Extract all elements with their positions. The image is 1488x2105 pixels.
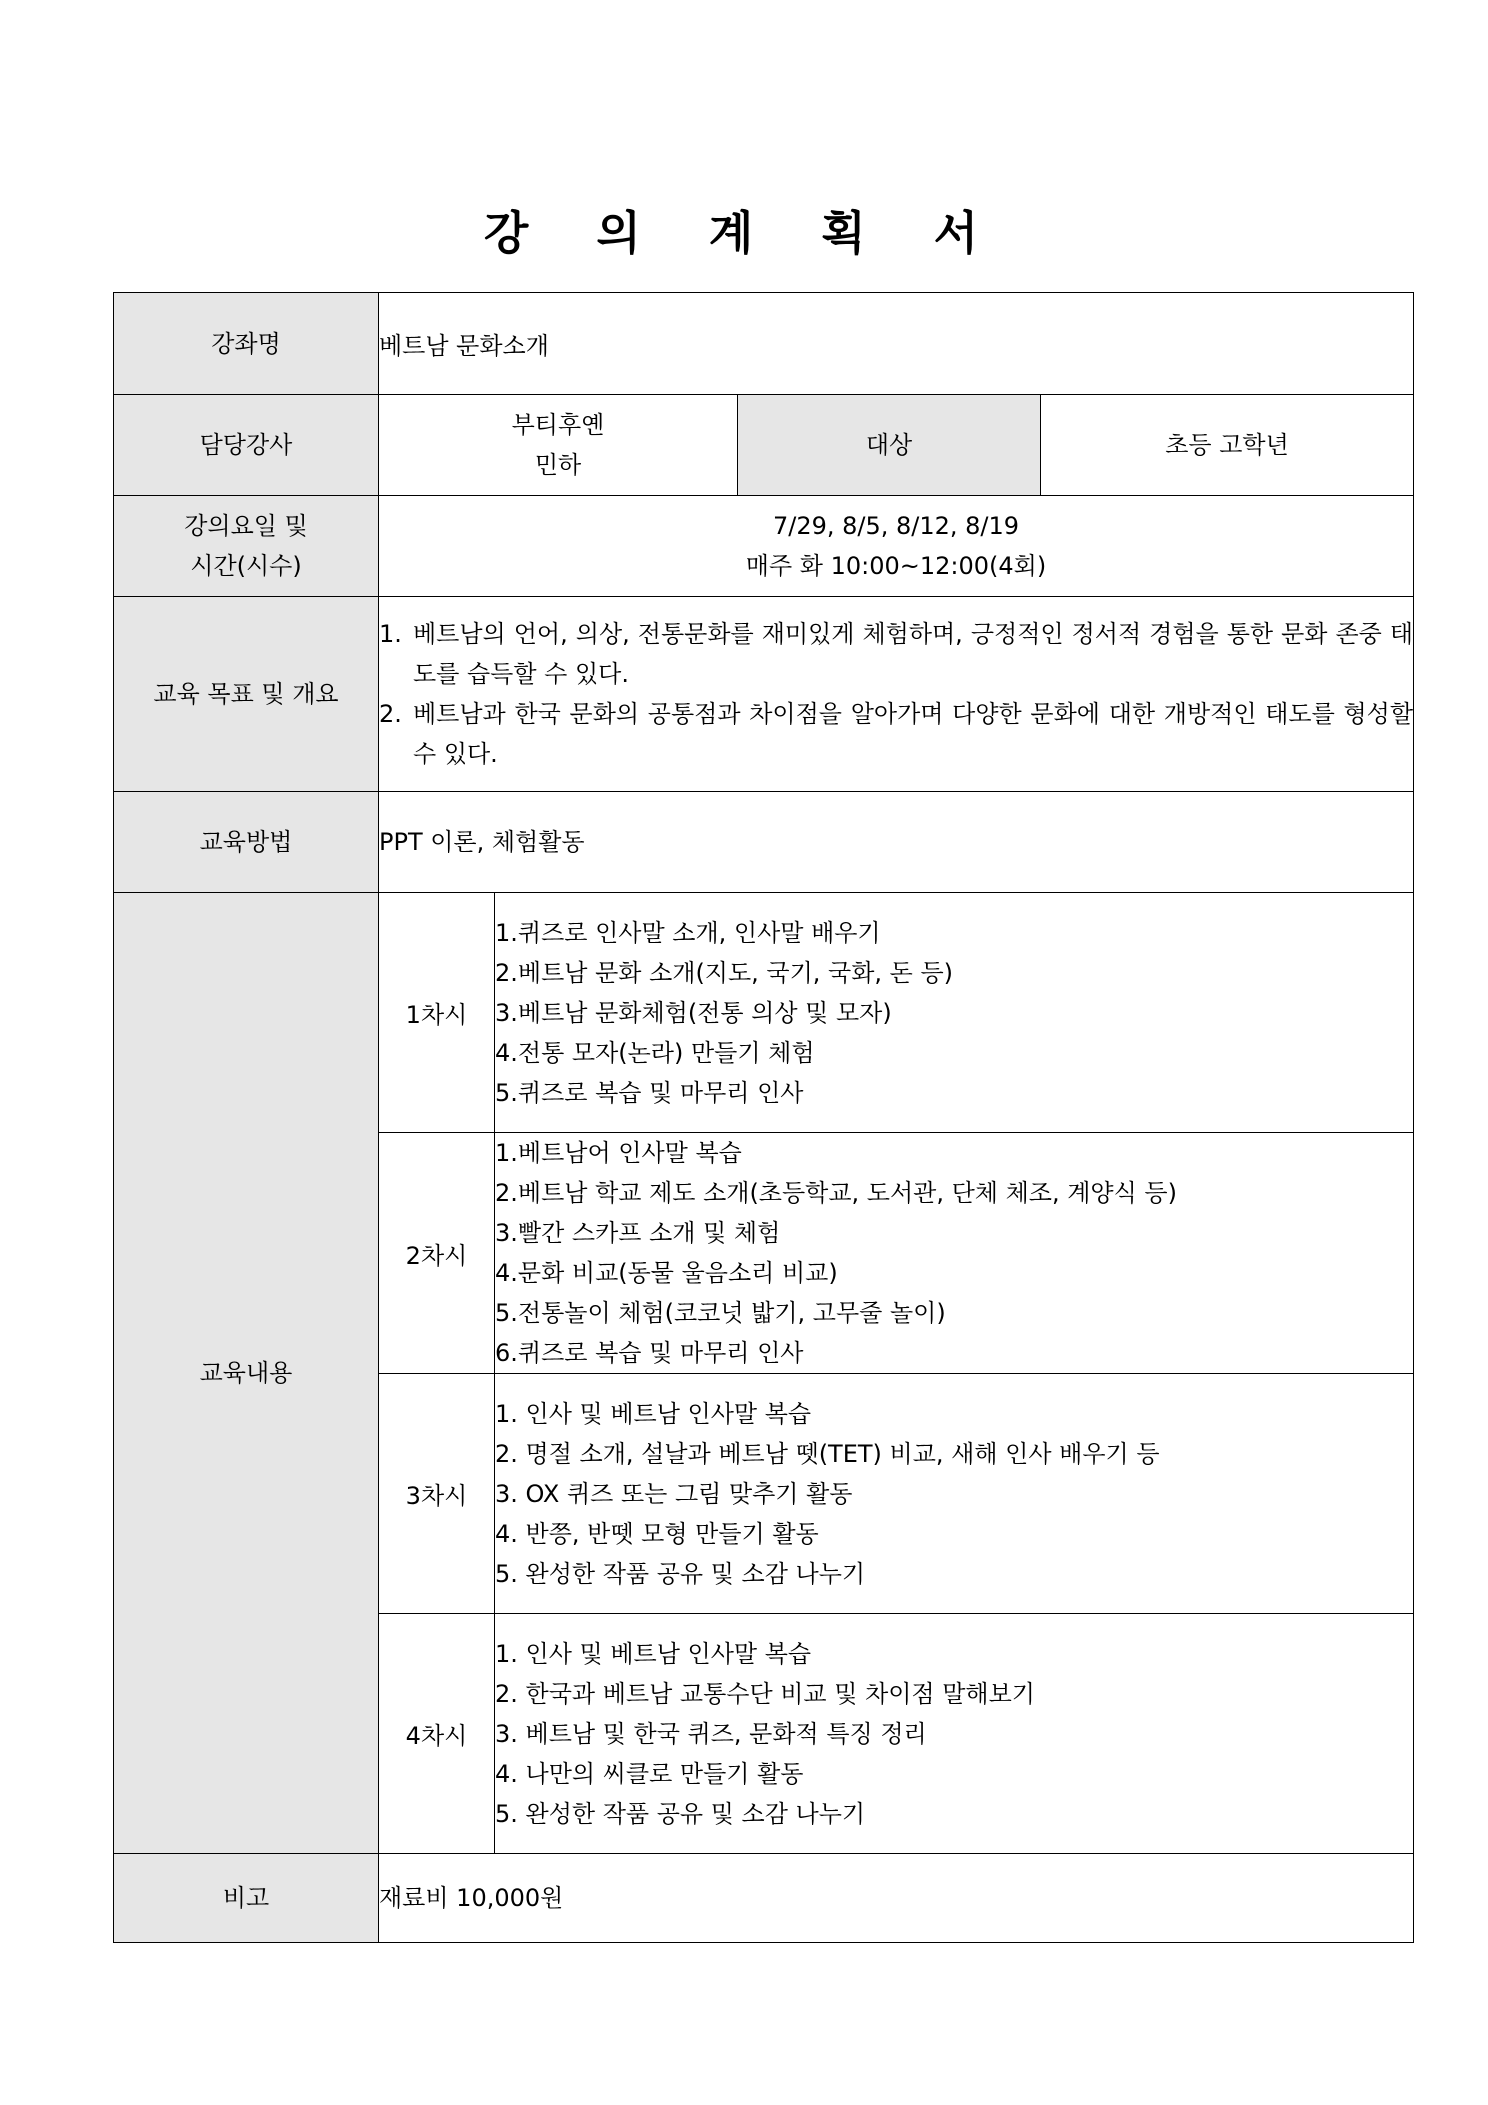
session-item: 2.베트남 문화 소개(지도, 국기, 국화, 돈 등) xyxy=(495,958,954,987)
session-item: 1. 인사 및 베트남 인사말 복습 xyxy=(495,1399,812,1428)
schedule-label-line-2: 시간(시수) xyxy=(190,552,302,580)
goal-item xyxy=(379,614,1413,694)
row-goals xyxy=(114,597,1414,792)
session-item: 3. 베트남 및 한국 퀴즈, 문화적 특징 정리 xyxy=(495,1719,927,1748)
session-item: 2. 명절 소개, 설날과 베트남 뗏(TET) 비교, 새해 인사 배우기 등 xyxy=(495,1439,1160,1468)
session-item: 1. 인사 및 베트남 인사말 복습 xyxy=(495,1639,812,1668)
target-label: 대상 xyxy=(738,395,1041,496)
session-items xyxy=(495,893,1414,1133)
goal-item xyxy=(379,694,1413,774)
session-item: 4.문화 비교(동물 울음소리 비교) xyxy=(495,1259,838,1287)
goals-value xyxy=(379,597,1414,792)
goals-label: 교육 목표 및 개요 xyxy=(114,597,379,792)
method-label: 교육방법 xyxy=(114,792,379,893)
goal-text: 베트남의 언어, 의상, 전통문화를 재미있게 체험하며, 긍정적인 정서적 경험을 통한 문화 존중 태도를 습득할 수 있다. xyxy=(413,620,1414,688)
session-item: 6.퀴즈로 복습 및 마무리 인사 xyxy=(495,1339,804,1367)
row-remarks xyxy=(114,1854,1414,1943)
method-value: PPT 이론, 체험활동 xyxy=(379,792,1414,893)
session-item: 3. OX 퀴즈 또는 그림 맞추기 활동 xyxy=(495,1479,853,1508)
session-label: 2차시 xyxy=(379,1133,495,1374)
row-schedule xyxy=(114,496,1414,597)
session-items xyxy=(495,1133,1414,1374)
session-label: 3차시 xyxy=(379,1374,495,1614)
course-label: 강좌명 xyxy=(114,293,379,395)
course-value: 베트남 문화소개 xyxy=(379,293,1414,395)
session-item: 1.베트남어 인사말 복습 xyxy=(495,1139,742,1167)
content-label: 교육내용 xyxy=(114,893,379,1854)
instructor-label: 담당강사 xyxy=(114,395,379,496)
schedule-dates: 7/29, 8/5, 8/12, 8/19 xyxy=(772,512,1020,540)
target-value: 초등 고학년 xyxy=(1041,395,1414,496)
goal-number: 1. xyxy=(379,620,402,648)
goal-number: 2. xyxy=(379,700,402,728)
lecture-plan-table xyxy=(113,292,1414,1943)
remarks-label: 비고 xyxy=(114,1854,379,1943)
session-item: 4.전통 모자(논라) 만들기 체험 xyxy=(495,1038,815,1067)
row-course xyxy=(114,293,1414,395)
session-item: 5. 완성한 작품 공유 및 소감 나누기 xyxy=(495,1799,866,1828)
schedule-value xyxy=(379,496,1414,597)
session-items xyxy=(495,1614,1414,1854)
schedule-time: 매주 화 10:00~12:00(4회) xyxy=(745,552,1047,580)
instructor-names xyxy=(379,395,738,496)
session-label: 4차시 xyxy=(379,1614,495,1854)
session-item: 2.베트남 학교 제도 소개(초등학교, 도서관, 단체 체조, 계양식 등) xyxy=(495,1179,1177,1207)
schedule-label xyxy=(114,496,379,597)
session-items xyxy=(495,1374,1414,1614)
session-item: 5.퀴즈로 복습 및 마무리 인사 xyxy=(495,1078,804,1107)
remarks-value: 재료비 10,000원 xyxy=(379,1854,1414,1943)
schedule-label-line-1: 강의요일 및 xyxy=(184,512,308,540)
page-title: 강 의 계 획 서 xyxy=(483,206,1005,260)
instructor-name-1: 부티후옌 xyxy=(511,411,605,439)
row-session-1 xyxy=(114,893,1414,1133)
session-item: 1.퀴즈로 인사말 소개, 인사말 배우기 xyxy=(495,918,881,947)
session-label: 1차시 xyxy=(379,893,495,1133)
session-item: 3.베트남 문화체험(전통 의상 및 모자) xyxy=(495,998,892,1027)
session-item: 2. 한국과 베트남 교통수단 비교 및 차이점 말해보기 xyxy=(495,1679,1035,1708)
row-method xyxy=(114,792,1414,893)
session-item: 3.빨간 스카프 소개 및 체험 xyxy=(495,1219,781,1247)
session-item: 4. 나만의 씨클로 만들기 활동 xyxy=(495,1759,804,1788)
row-instructor xyxy=(114,395,1414,496)
goal-text: 베트남과 한국 문화의 공통점과 차이점을 알아가며 다양한 문화에 대한 개방적인 태도를 형성할 수 있다. xyxy=(413,700,1414,768)
session-item: 5. 완성한 작품 공유 및 소감 나누기 xyxy=(495,1559,866,1588)
session-item: 5.전통놀이 체험(코코넛 밟기, 고무줄 놀이) xyxy=(495,1299,946,1327)
session-item: 4. 반쯩, 반뗏 모형 만들기 활동 xyxy=(495,1519,819,1548)
instructor-name-2: 민하 xyxy=(534,451,582,479)
